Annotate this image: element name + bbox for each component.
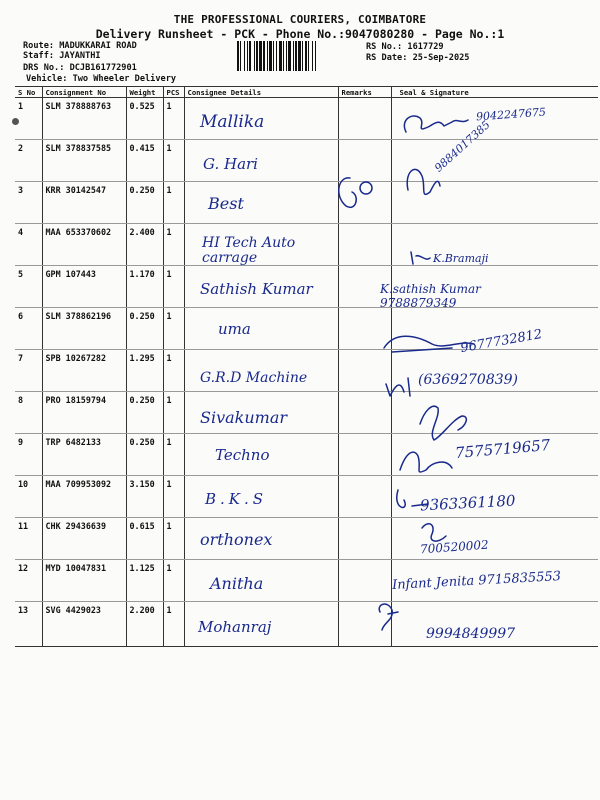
consignment-number-cell: SLM 378862196 (42, 308, 126, 350)
consignment-number-cell: SPB 10267282 (42, 350, 126, 392)
weight-cell: 1.295 (126, 350, 163, 392)
pieces-cell: 1 (163, 98, 184, 140)
handwritten-consignee: Mohanraj (198, 618, 272, 636)
staff-label: Staff: JAYANTHI (23, 51, 101, 61)
signature-mark (411, 252, 430, 264)
pieces-cell: 1 (163, 602, 184, 647)
serial-number-cell: 5 (15, 266, 42, 308)
consignment-number-cell: SLM 378888763 (42, 98, 126, 140)
rs-date: RS Date: 25-Sep-2025 (366, 53, 470, 63)
weight-cell: 1.125 (126, 560, 163, 602)
column-header: S No (15, 87, 42, 98)
weight-cell: 2.200 (126, 602, 163, 647)
handwritten-signature-note: Infant Jenita 9715835553 (391, 569, 562, 593)
handwritten-signature-note: 9994849997 (426, 626, 516, 642)
company-title: THE PROFESSIONAL COURIERS, COIMBATORE (173, 13, 427, 26)
pieces-cell: 1 (163, 224, 184, 266)
serial-number-cell: 9 (15, 434, 42, 476)
consignment-number-cell: PRO 18159794 (42, 392, 126, 434)
handwritten-consignee: Sathish Kumar (200, 280, 313, 298)
signature-mark (397, 490, 428, 507)
signature-mark (384, 336, 474, 352)
signature-mark (407, 169, 440, 194)
pieces-cell: 1 (163, 392, 184, 434)
serial-number-cell: 10 (15, 476, 42, 518)
drs-label: DRS No.: DCJB161772901 (23, 63, 137, 73)
handwritten-signature-note: 9884017385 (432, 118, 493, 175)
serial-number-cell: 6 (15, 308, 42, 350)
consignment-number-cell: TRP 6482133 (42, 434, 126, 476)
handwritten-consignee: G. Hari (203, 155, 258, 173)
handwritten-consignee: HI Tech Auto carrage (202, 235, 296, 266)
column-header: Weight (126, 87, 163, 98)
serial-number-cell: 3 (15, 182, 42, 224)
handwritten-signature-note: 9677732812 (459, 326, 544, 357)
serial-number-cell: 4 (15, 224, 42, 266)
column-header: PCS (163, 87, 184, 98)
serial-number-cell: 2 (15, 140, 42, 182)
weight-cell: 1.170 (126, 266, 163, 308)
signature-mark (422, 524, 446, 541)
consignment-number-cell: GPM 107443 (42, 266, 126, 308)
scan-speck (12, 118, 19, 125)
consignment-number-cell: MYD 10047831 (42, 560, 126, 602)
handwritten-signature-note: 7575719657 (454, 435, 552, 463)
pieces-cell: 1 (163, 518, 184, 560)
column-header: Seal & Signature (391, 87, 598, 98)
handwritten-consignee: G.R.D Machine (200, 370, 308, 386)
pieces-cell: 1 (163, 182, 184, 224)
pieces-cell: 1 (163, 560, 184, 602)
weight-cell: 0.415 (126, 140, 163, 182)
handwritten-consignee: orthonex (200, 530, 273, 549)
serial-number-cell: 7 (15, 350, 42, 392)
column-header: Consignment No (42, 87, 126, 98)
consignment-number-cell: MAA 653370602 (42, 224, 126, 266)
handwritten-signature-note: 700520002 (419, 537, 490, 557)
serial-number-cell: 13 (15, 602, 42, 647)
weight-cell: 3.150 (126, 476, 163, 518)
route-label: Route: MADUKKARAI ROAD (23, 41, 137, 51)
handwritten-signature-note: K.Bramaji (433, 252, 489, 265)
weight-cell: 0.250 (126, 434, 163, 476)
handwritten-consignee: Sivakumar (200, 408, 288, 427)
pieces-cell: 1 (163, 350, 184, 392)
consignment-number-cell: CHK 29436639 (42, 518, 126, 560)
pieces-cell: 1 (163, 308, 184, 350)
column-header: Consignee Details (184, 87, 338, 98)
weight-cell: 0.250 (126, 308, 163, 350)
consignment-number-cell: MAA 709953092 (42, 476, 126, 518)
signature-mark (420, 406, 466, 440)
signature-mark (339, 178, 372, 207)
weight-cell: 0.525 (126, 98, 163, 140)
signature-mark (404, 116, 468, 132)
handwritten-signature-note: K.sathish Kumar 9788879349 (380, 282, 481, 310)
runsheet-title: Delivery Runsheet - PCK - Phone No.:9047080280 - Page No.:1 (95, 27, 505, 41)
weight-cell: 0.250 (126, 392, 163, 434)
consignment-number-cell: KRR 30142547 (42, 182, 126, 224)
weight-cell: 0.250 (126, 182, 163, 224)
signature-mark (400, 452, 452, 472)
handwritten-consignee: Anitha (210, 574, 264, 593)
handwritten-consignee: Best (208, 194, 244, 213)
serial-number-cell: 12 (15, 560, 42, 602)
handwritten-signature-note: 9363361180 (419, 491, 516, 515)
rs-number: RS No.: 1617729 (366, 42, 444, 52)
pieces-cell: 1 (163, 434, 184, 476)
column-header: Remarks (338, 87, 391, 98)
weight-cell: 2.400 (126, 224, 163, 266)
consignment-number-cell: SLM 378837585 (42, 140, 126, 182)
serial-number-cell: 1 (15, 98, 42, 140)
consignment-number-cell: SVG 4429023 (42, 602, 126, 647)
pieces-cell: 1 (163, 140, 184, 182)
handwritten-consignee: uma (218, 320, 251, 338)
signature-mark (386, 378, 410, 396)
weight-cell: 0.615 (126, 518, 163, 560)
handwritten-signature-note: 9042247675 (475, 105, 547, 124)
handwritten-signature-note: (6369270839) (418, 372, 518, 388)
vehicle-label: Vehicle: Two Wheeler Delivery (26, 74, 177, 84)
signature-mark (379, 604, 398, 630)
pieces-cell: 1 (163, 476, 184, 518)
pieces-cell: 1 (163, 266, 184, 308)
serial-number-cell: 11 (15, 518, 42, 560)
handwritten-consignee: Techno (215, 446, 270, 464)
handwritten-consignee: B.K.S (205, 490, 268, 508)
serial-number-cell: 8 (15, 392, 42, 434)
handwritten-consignee: Mallika (200, 112, 265, 132)
